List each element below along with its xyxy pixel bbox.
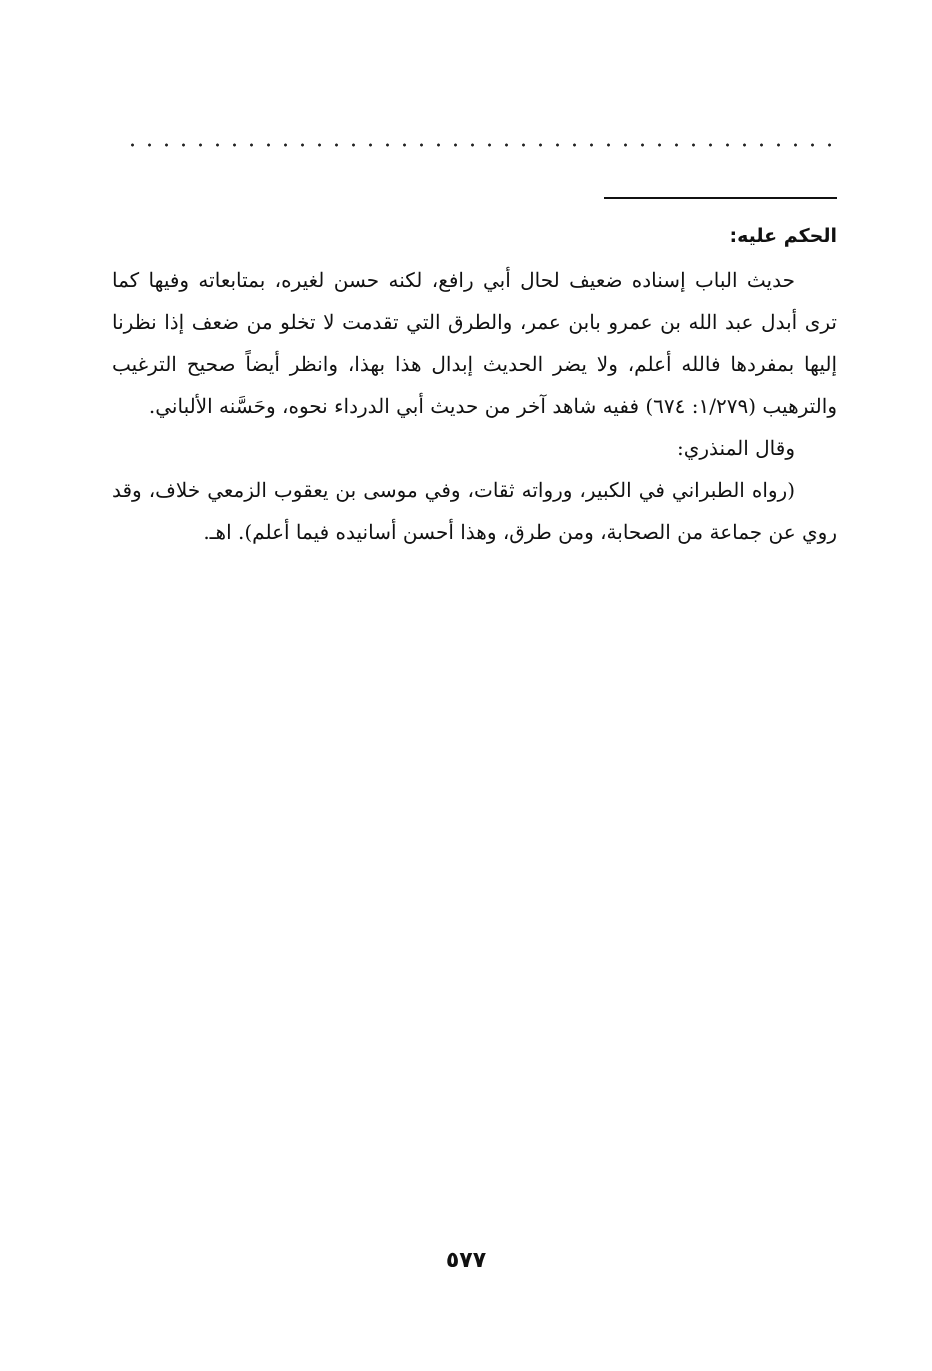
paragraph-mundhiri-quote: (رواه الطبراني في الكبير، ورواته ثقات، وفي موسى بن يعقوب الزمعي خلاف، وقد روي عن جماعة من الصحابة، ومن طرق، وهذا أحسن أسانيده فيما أعلم). اهـ. [112, 478, 837, 544]
footnote-rule [604, 197, 837, 199]
page-number: ٥٧٧ [445, 1248, 487, 1273]
paragraph-mundhiri-intro: وقال المنذري: [677, 436, 795, 460]
paragraph-ruling: حديث الباب إسناده ضعيف لحال أبي رافع، لكنه حسن لغيره، بمتابعاته وفيها كما ترى أبدل عبد الله بن عمرو بابن عمر، والطرق التي تقدمت لا تخلو من ضعف إذا نظرنا إليها بمفردها فالله أعلم، ولا يضر الحديث إبدال هذا بهذا، وانظر أيضاً صحيح الترغيب والترهيب (١/٢٧٩: ٦٧٤) ففيه شاهد آخر من حديث أبي الدرداء نحوه، وحَسَّنه الألباني. [112, 268, 837, 418]
section-heading: الحكم عليه: [729, 225, 837, 247]
body-text [112, 213, 837, 553]
dotted-separator [124, 140, 840, 150]
